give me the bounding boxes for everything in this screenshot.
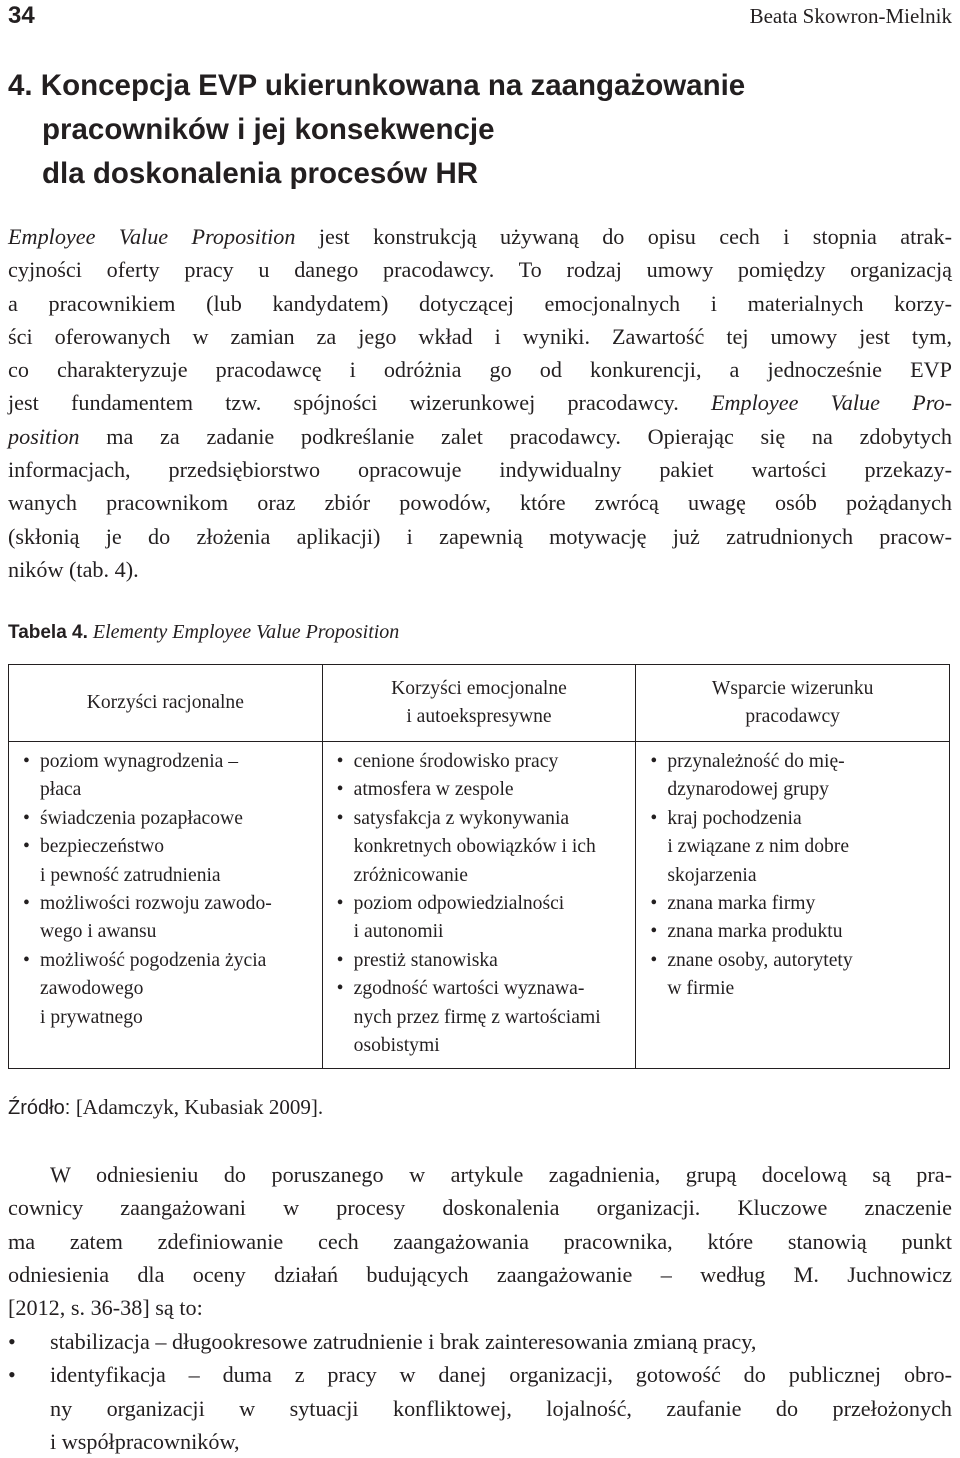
source-label: Źródło: xyxy=(8,1097,71,1119)
source-reference: [Adamczyk, Kubasiak 2009]. xyxy=(75,1095,324,1119)
table-source xyxy=(8,1092,323,1123)
section-heading xyxy=(8,64,908,196)
section-heading-line: dla doskonalenia procesów HR xyxy=(42,157,479,190)
paragraph-line: [2012, s. 36-38] są to: xyxy=(8,1295,203,1321)
table-caption-label: Tabela 4. xyxy=(8,622,88,643)
paragraph-line: co charakteryzuje pracodawcę i odróżnia go od konkurencji, a jednocześnie EVP xyxy=(8,357,952,383)
list-item: • satysfakcja z wykonywania konkretnych obowiązków i ich zróżnicowanie xyxy=(337,805,626,890)
section-heading-line: pracowników i jej konsekwencje xyxy=(42,113,495,146)
paragraph-line: ści oferowanych w zamian za jego wkład i wyniki. Zawartość tej umowy jest tym, xyxy=(8,323,952,349)
list-item: • poziom odpowiedzialności i autonomii xyxy=(337,890,626,947)
page-header xyxy=(8,0,952,34)
list-item: • znana marka produktu xyxy=(650,918,939,946)
list-item: • możliwość pogodzenia życia zawodowego i prywatnego xyxy=(23,947,312,1032)
paragraph-line: ników (tab. 4). xyxy=(8,556,139,582)
paragraph-line: cyjności oferty pracy u danego pracodawcy. To rodzaj umowy pomiędzy organizacją xyxy=(8,257,952,283)
table-header-row xyxy=(9,665,950,742)
bullet-icon: • xyxy=(8,1362,16,1388)
paragraph-target-group xyxy=(8,1158,952,1324)
paragraph-line: wanych pracownikom oraz zbiór powodów, które zwrócą uwagę osób pożądanych xyxy=(8,490,952,516)
list-item: • kraj pochodzenia i związane z nim dobre skojarzenia xyxy=(650,805,939,890)
list-item: • znane osoby, autorytety w firmie xyxy=(650,947,939,1004)
list-item: • bezpieczeństwo i pewność zatrudnienia xyxy=(23,833,312,890)
paragraph-line: Employee Value Proposition jest konstrukcją używaną do opisu cech i stopnia atrak- xyxy=(8,224,952,249)
list-item: • znana marka firmy xyxy=(650,890,939,918)
italic-term: Employee Value Pro- xyxy=(710,390,952,416)
column-header-emotional: Korzyści emocjonalne i autoekspresywne xyxy=(322,665,636,742)
paragraph-line: jest fundamentem tzw. spójności wizerunkowej pracodawcy. Employee Value Pro- xyxy=(8,390,952,416)
paragraph-line: odniesienia dla oceny działań budujących zaangażowanie – według M. Juchnowicz xyxy=(8,1261,952,1287)
section-heading-line: 4. Koncepcja EVP ukierunkowana na zaangażowanie xyxy=(8,69,746,102)
table-cell-rational xyxy=(9,742,323,1069)
italic-term: Employee Value Proposition xyxy=(8,224,296,249)
list-item: • przynależność do mię- dzynarodowej grupy xyxy=(650,748,939,805)
bullet-line: stabilizacja – długookresowe zatrudnienie i brak zainteresowania zmianą pracy, xyxy=(50,1329,757,1354)
list-item: • możliwości rozwoju zawodo- wego i awansu xyxy=(23,890,312,947)
list-item: • prestiż stanowiska xyxy=(337,947,626,975)
column-header-rational: Korzyści racjonalne xyxy=(9,665,323,742)
paragraph-line: informacjach, przedsiębiorstwo opracowuje indywidualny pakiet wartości przekazy- xyxy=(8,457,952,483)
list-item xyxy=(8,1325,952,1358)
list-item: • atmosfera w zespole xyxy=(337,776,626,804)
table-cell-emotional xyxy=(322,742,636,1069)
paragraph-line: cownicy zaangażowani w procesy doskonalenia organizacji. Kluczowe znaczenie xyxy=(8,1195,952,1221)
italic-term: position xyxy=(8,423,80,449)
evp-elements-table xyxy=(8,664,950,1069)
paragraph-evp-definition xyxy=(8,220,952,586)
list-item: • zgodność wartości wyznawa- nych przez firmę z wartościami osobistymi xyxy=(337,975,626,1060)
running-head-author: Beata Skowron-Mielnik xyxy=(749,4,952,28)
list-item: • cenione środowisko pracy xyxy=(337,748,626,776)
bullet-icon: • xyxy=(8,1329,16,1354)
column-header-image: Wsparcie wizerunku pracodawcy xyxy=(636,665,950,742)
engagement-features-list xyxy=(8,1325,952,1458)
paragraph-line: a pracownikiem (lub kandydatem) dotyczącej emocjonalnych i materialnych korzy- xyxy=(8,290,952,316)
paragraph-line: position ma za zadanie podkreślanie zalet pracodawcy. Opierając się na zdobytych xyxy=(8,423,952,449)
bullet-line: identyfikacja – duma z pracy w danej organizacji, gotowość do publicznej obro- xyxy=(50,1362,952,1388)
table-row xyxy=(9,742,950,1069)
paragraph-line: (skłonią je do złożenia aplikacji) i zapewnią motywację już zatrudnionych pracow- xyxy=(8,523,952,549)
paragraph-line: ma zatem zdefiniowanie cech zaangażowania pracownika, które stanowią punkt xyxy=(8,1228,952,1254)
table-caption-title: Elementy Employee Value Proposition xyxy=(92,621,400,643)
bullet-line: i współpracowników, xyxy=(50,1428,240,1454)
list-item: • poziom wynagrodzenia – płaca xyxy=(23,748,312,805)
bullet-line: ny organizacji w sytuacji konfliktowej, lojalność, zaufanie do przełożonych xyxy=(50,1395,952,1421)
table-cell-image xyxy=(636,742,950,1069)
list-item xyxy=(8,1358,952,1458)
table-caption xyxy=(8,618,399,647)
paragraph-line: W odniesieniu do poruszanego w artykule zagadnienia, grupą docelową są pra- xyxy=(50,1162,952,1187)
list-item: • świadczenia pozapłacowe xyxy=(23,805,312,833)
page-number: 34 xyxy=(8,2,35,29)
